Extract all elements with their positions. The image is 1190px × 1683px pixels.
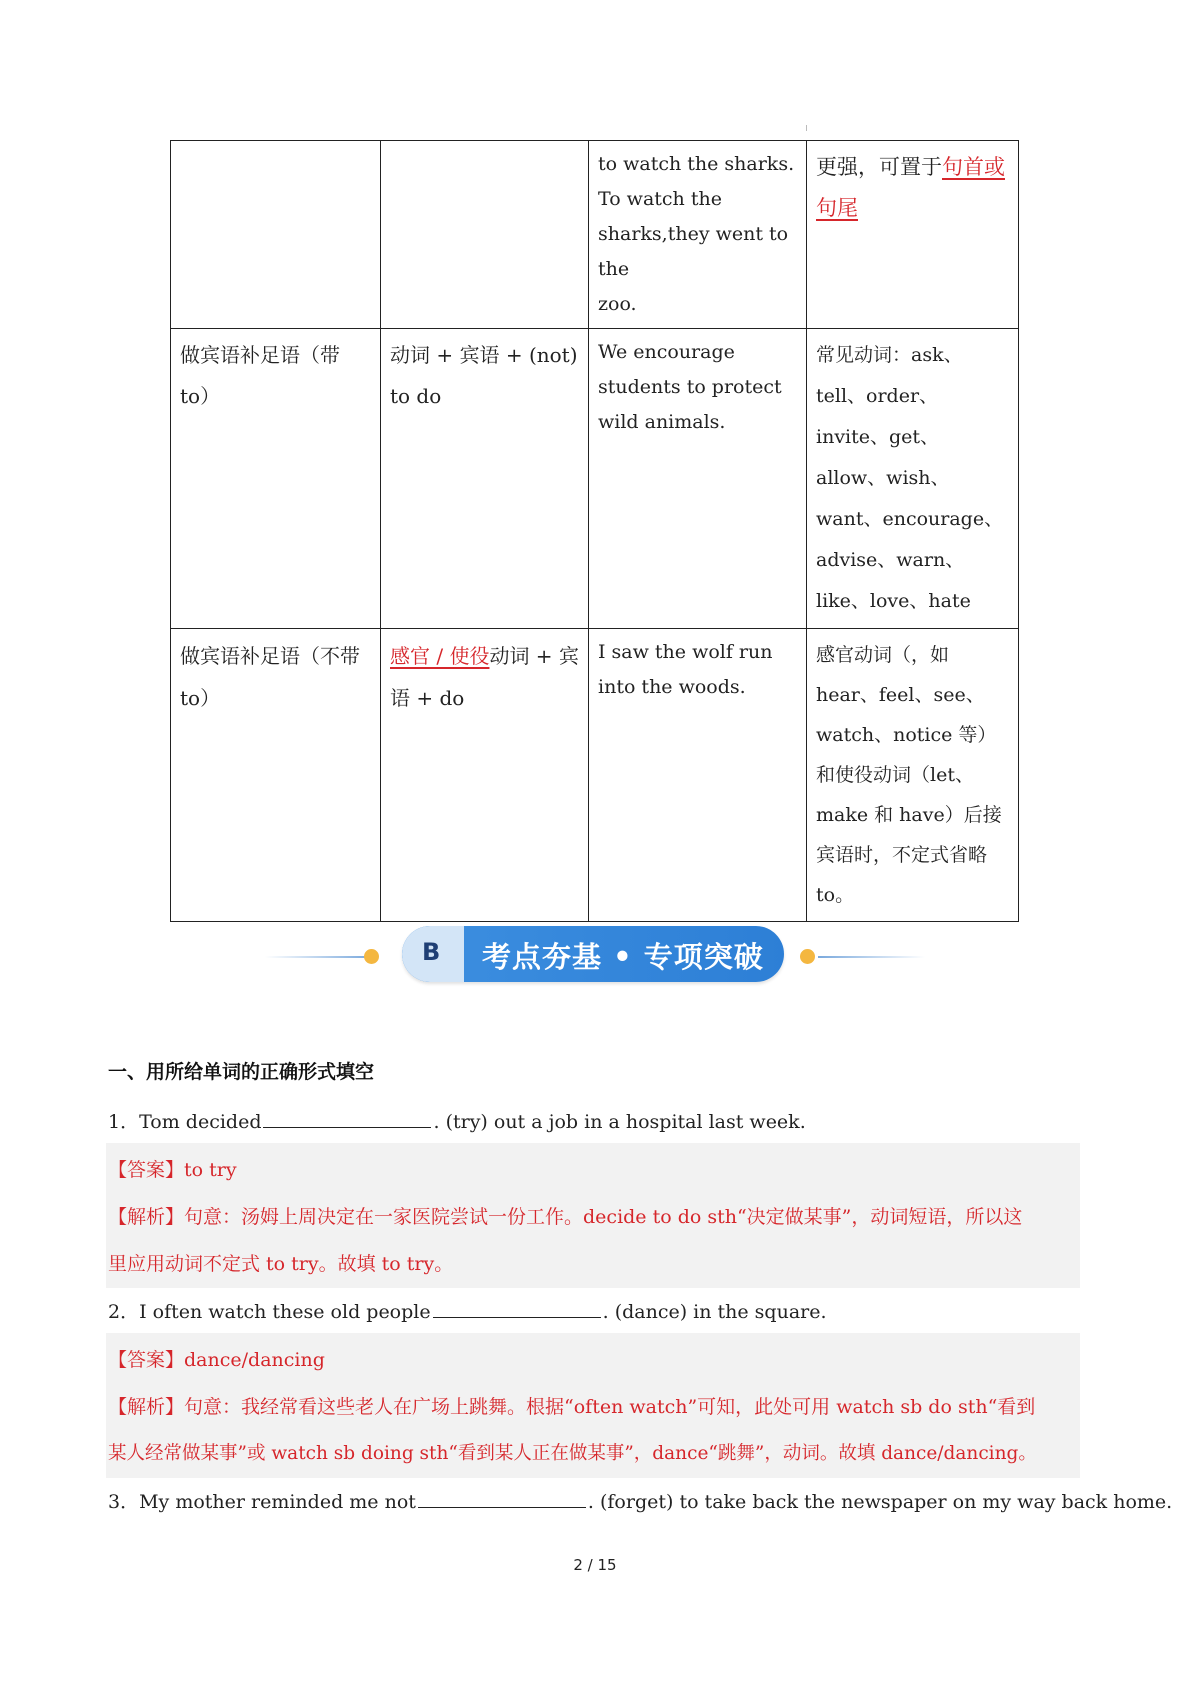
banner-pill: [402, 926, 784, 982]
note-text: 感官动词（，如 hear、feel、see、watch、notice 等）和使役动词（let、make 和 have）后接宾语时，不定式省略 to。: [816, 644, 1002, 906]
page-number: 2 / 15: [573, 1556, 617, 1574]
dot-icon: [364, 949, 379, 964]
answer-line: [106, 1155, 237, 1182]
grammar-table: [170, 140, 1019, 922]
example-line: sharks,they went to the: [598, 223, 789, 280]
example-cell: [589, 141, 807, 329]
question-item: [108, 1487, 1172, 1514]
note-cell: [807, 329, 1019, 629]
answer-panel: [106, 1333, 1080, 1478]
analysis-text: 句意：我经常看这些老人在广场上跳舞。根据“often watch”可知，此处可用 watch sb do sth“看到: [184, 1396, 1036, 1418]
usage-cell: [171, 329, 381, 629]
divider: [818, 956, 925, 958]
section-title: 一、用所给单词的正确形式填空: [108, 1061, 375, 1083]
example-cell: [589, 329, 807, 629]
section-banner: [265, 926, 925, 982]
highlight-text: 感官 / 使役: [390, 644, 490, 668]
question-text: My mother reminded me not: [139, 1491, 416, 1513]
structure-cell: [381, 329, 589, 629]
note-text: 常见动词：ask、tell、order、invite、get、allow、wish、want、encourage、advise、warn、like、love、hate: [816, 344, 1004, 612]
example-cell: [589, 629, 807, 922]
analysis-text: 里应用动词不定式 to try。故填 to try。: [108, 1253, 454, 1275]
question-text: Tom decided: [139, 1111, 262, 1133]
usage-cell: [171, 629, 381, 922]
example-line: to watch the sharks.: [598, 153, 795, 175]
answer-panel: [106, 1143, 1080, 1288]
divider: [265, 956, 370, 958]
question-item: [108, 1107, 806, 1134]
analysis-text: 某人经常做某事”或 watch sb doing sth“看到某人正在做某事”，dance“跳舞”，动词。故填 dance/dancing。: [108, 1443, 1037, 1464]
note-text: 更强，可置于: [816, 155, 942, 179]
example-line: zoo.: [598, 293, 637, 315]
analysis-line: [106, 1249, 453, 1276]
structure-cell: [381, 629, 589, 922]
analysis-line: [106, 1392, 1035, 1419]
usage-text: 做宾语补足语（带 to）: [180, 343, 340, 408]
answer-line: [106, 1345, 325, 1372]
question-text: . (forget) to take back the newspaper on my way back home.: [587, 1491, 1173, 1513]
analysis-line: [106, 1439, 1037, 1465]
structure-text: 动词 + 宾语 + do: [390, 644, 579, 710]
table-row: [171, 329, 1019, 629]
dot-icon: [800, 949, 815, 964]
structure-text: 动词 + 宾语 + (not) to do: [390, 343, 578, 408]
example-text: I saw the wolf run into the woods.: [598, 641, 773, 698]
analysis-text: 句意：汤姆上周决定在一家医院尝试一份工作。decide to do sth“决定做某事”，动词短语，所以这: [184, 1206, 1023, 1228]
question-number: 2．: [108, 1301, 140, 1323]
usage-cell: [171, 141, 381, 329]
analysis-label: 【解析】: [108, 1396, 185, 1418]
banner-letter: B: [422, 938, 441, 966]
answer-label: 【答案】: [108, 1349, 185, 1371]
note-cell: [807, 141, 1019, 329]
answer-label: 【答案】: [108, 1159, 185, 1181]
answer-blank[interactable]: [433, 1299, 601, 1318]
question-item: [108, 1297, 827, 1324]
question-text: . (dance) in the square.: [602, 1301, 827, 1323]
question-text: I often watch these old people: [139, 1301, 431, 1323]
table-row: [171, 141, 1019, 329]
question-text: . (try) out a job in a hospital last week.: [433, 1111, 806, 1133]
answer-text: dance/dancing: [184, 1349, 325, 1371]
analysis-label: 【解析】: [108, 1206, 185, 1228]
analysis-line: [106, 1202, 1022, 1229]
question-number: 1．: [108, 1111, 140, 1133]
page-mark: [806, 125, 807, 131]
answer-blank[interactable]: [263, 1109, 431, 1128]
example-text: We encourage students to protect wild animals.: [598, 341, 782, 433]
highlight-text: 句首或: [942, 155, 1005, 179]
usage-text: 做宾语补足语（不带 to）: [180, 644, 360, 710]
highlight-text: 句尾: [816, 196, 858, 220]
banner-title: 考点夯基 • 专项突破: [482, 940, 764, 974]
example-line: To watch the: [598, 188, 722, 210]
answer-blank[interactable]: [418, 1489, 586, 1508]
table-row: [171, 629, 1019, 922]
note-cell: [807, 629, 1019, 922]
structure-cell: [381, 141, 589, 329]
answer-text: to try: [184, 1159, 237, 1181]
question-number: 3．: [108, 1491, 140, 1513]
